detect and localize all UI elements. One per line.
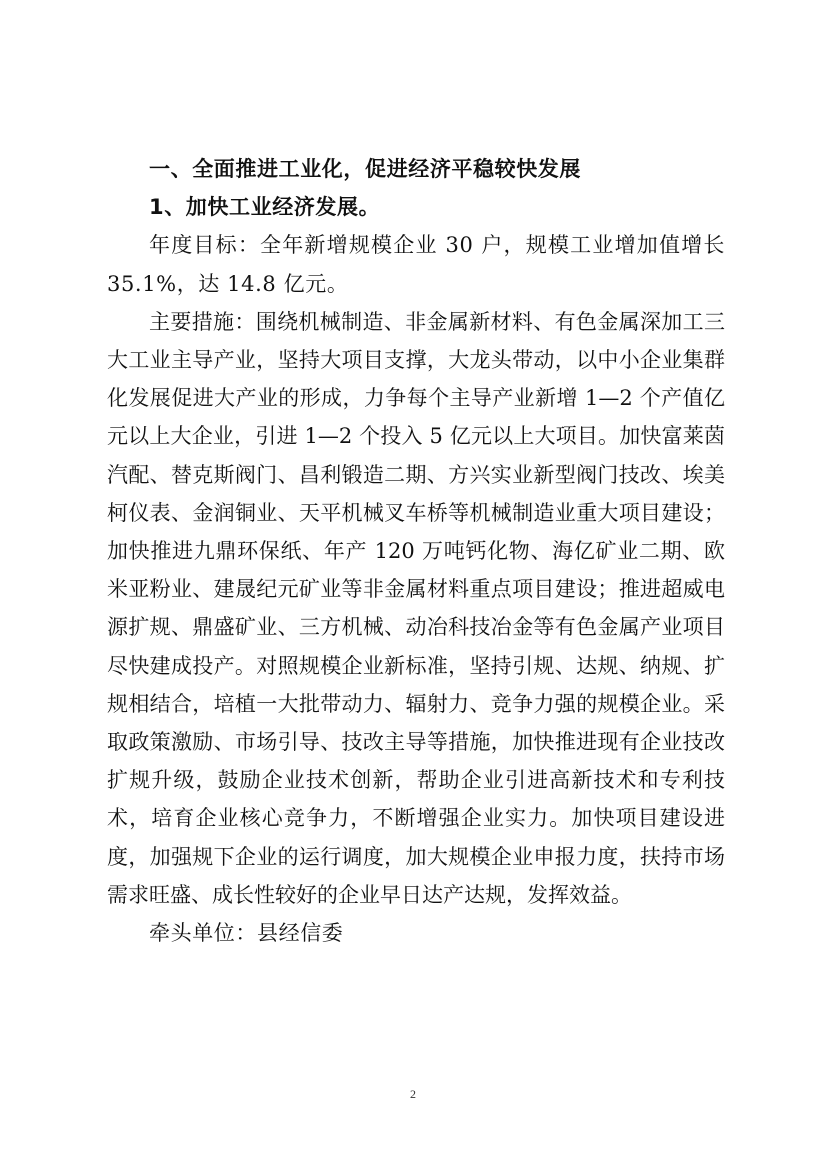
lead-unit-paragraph: 牵头单位：县经信委	[149, 921, 344, 946]
sub-heading: 1、加快工业经济发展。	[149, 195, 381, 220]
annual-target-paragraph: 年度目标：全年新增规模企业 30 户，规模工业增加值增长 35.1%，达 14.8 亿元。	[107, 233, 725, 296]
page-number: 2	[410, 1087, 416, 1101]
document-body	[107, 150, 725, 952]
main-measures-paragraph: 主要措施：围绕机械制造、非金属新材料、有色金属深加工三大工业主导产业，坚持大项目支撑，大龙头带动，以中小企业集群化发展促进大产业的形成，力争每个主导产业新增 1—2 个产值亿元以上大企业，引进 1—2 个投入 5 亿元以上大项目。加快富莱茵汽配、替克斯阀门、昌利锻造二期、方兴实业新型阀门技改、埃美柯仪表、金润铜业、天平机械叉车桥等机械制造业重大项目建设；加快推进九鼎环保纸、年产 120 万吨钙化物、海亿矿业二期、欧米亚粉业、建晟纪元矿业等非金属材料重点项目建设；推进超威电源扩规、鼎盛矿业、三方机械、动冶科技冶金等有色金属产业项目尽快建成投产。对照规模企业新标准，坚持引规、达规、纳规、扩规相结合，培植一大批带动力、辐射力、竞争力强的规模企业。采取政策激励、市场引导、技改主导等措施，加快推进现有企业技改扩规升级，鼓励企业技术创新，帮助企业引进高新技术和专利技术，培育企业核心竞争力，不断增强企业实力。加快项目建设进度，加强规下企业的运行调度，加大规模企业申报力度，扶持市场需求旺盛、成长性较好的企业早日达产达规，发挥效益。	[107, 309, 725, 907]
section-heading: 一、全面推进工业化，促进经济平稳较快发展	[149, 157, 581, 181]
